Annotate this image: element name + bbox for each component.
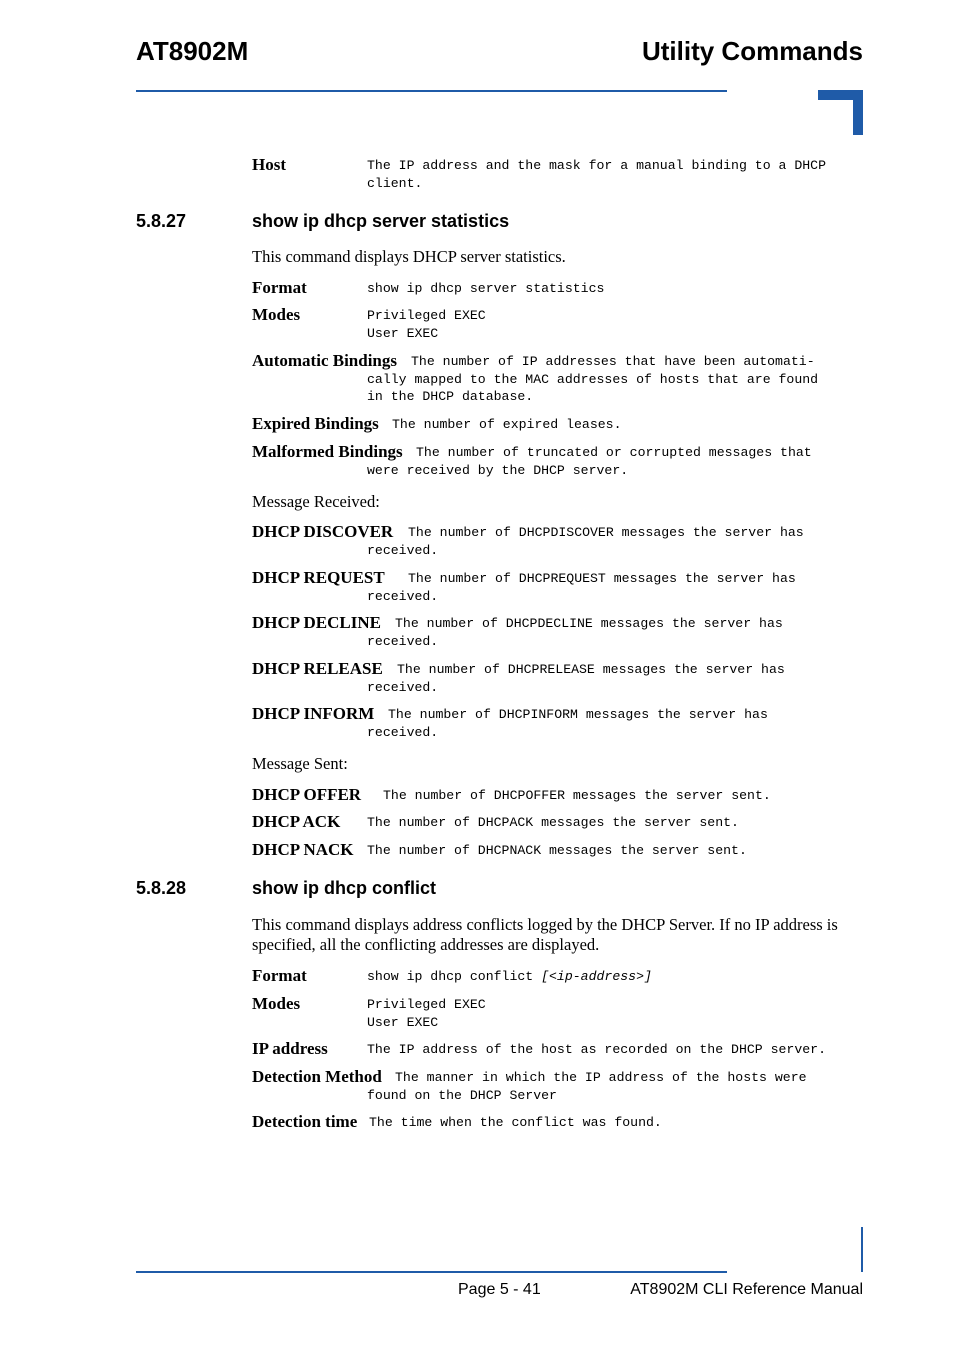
dhcp-inform-desc-2: received. bbox=[367, 724, 439, 740]
dhcp-request-term: DHCP REQUEST bbox=[252, 568, 385, 587]
manual-title: AT8902M CLI Reference Manual bbox=[630, 1281, 863, 1298]
header-rule bbox=[136, 90, 727, 92]
dhcp-inform-desc-1: The number of DHCPINFORM messages the server has bbox=[388, 707, 768, 722]
detection-method-desc-1: The manner in which the IP address of the hosts were bbox=[395, 1070, 807, 1085]
dhcp-discover-desc-2: received. bbox=[367, 542, 439, 558]
dhcp-nack-desc: The number of DHCPNACK messages the server sent. bbox=[367, 843, 747, 858]
dhcp-offer-desc: The number of DHCPOFFER messages the server sent. bbox=[383, 788, 771, 803]
detection-method-term: Detection Method bbox=[252, 1067, 382, 1086]
format-command-2: show ip dhcp conflict [<ip-address>] bbox=[367, 969, 652, 984]
modes-term-2: Modes bbox=[252, 994, 301, 1013]
dhcp-ack-desc: The number of DHCPACK messages the server sent. bbox=[367, 815, 739, 830]
dhcp-discover-term: DHCP DISCOVER bbox=[252, 522, 394, 541]
dhcp-decline-desc-1: The number of DHCPDECLINE messages the server has bbox=[395, 616, 783, 631]
dhcp-request-desc-2: received. bbox=[367, 588, 439, 604]
section-number-2: 5.8.28 bbox=[136, 878, 187, 898]
dhcp-request-desc-1: The number of DHCPREQUEST messages the server has bbox=[408, 571, 796, 586]
ip-address-desc: The IP address of the host as recorded on the DHCP server. bbox=[367, 1042, 826, 1057]
format-command: show ip dhcp server statistics bbox=[367, 281, 605, 296]
message-sent-label: Message Sent: bbox=[252, 754, 348, 773]
ip-address-argument: [<ip-address>] bbox=[541, 969, 652, 984]
dhcp-discover-desc-1: The number of DHCPDISCOVER messages the server has bbox=[408, 525, 804, 540]
expired-bindings-desc: The number of expired leases. bbox=[392, 417, 622, 432]
modes-values: Privileged EXEC User EXEC bbox=[367, 308, 486, 341]
section-number: 5.8.27 bbox=[136, 211, 187, 231]
section-intro: This command displays DHCP server statistics. bbox=[252, 247, 566, 266]
section-title: show ip dhcp server statistics bbox=[252, 211, 510, 231]
host-description: The IP address and the mask for a manual binding to a DHCP client. bbox=[367, 158, 826, 191]
format-term: Format bbox=[252, 278, 307, 297]
page-number: Page 5 - 41 bbox=[458, 1281, 541, 1298]
ip-address-term: IP address bbox=[252, 1039, 328, 1058]
format-term-2: Format bbox=[252, 966, 307, 985]
dhcp-inform-term: DHCP INFORM bbox=[252, 704, 375, 723]
malformed-bindings-desc-2: were received by the DHCP server. bbox=[367, 462, 629, 478]
automatic-bindings-desc-2: cally mapped to the MAC addresses of hosts that are found in the DHCP database. bbox=[367, 371, 819, 404]
chapter-title: Utility Commands bbox=[641, 36, 863, 66]
detection-time-term: Detection time bbox=[252, 1112, 358, 1131]
dhcp-release-desc-2: received. bbox=[367, 679, 439, 695]
dhcp-nack-term: DHCP NACK bbox=[252, 840, 354, 859]
message-received-label: Message Received: bbox=[252, 492, 380, 511]
dhcp-offer-term: DHCP OFFER bbox=[252, 785, 362, 804]
host-term: Host bbox=[252, 155, 286, 174]
dhcp-release-desc-1: The number of DHCPRELEASE messages the server has bbox=[397, 662, 785, 677]
dhcp-ack-term: DHCP ACK bbox=[252, 812, 341, 831]
dhcp-decline-term: DHCP DECLINE bbox=[252, 613, 381, 632]
section-intro-2: This command displays address conflicts logged by the DHCP Server. If no IP address is specified, all the conflicting addresses are displayed. bbox=[252, 915, 838, 954]
dhcp-decline-desc-2: received. bbox=[367, 633, 439, 649]
modes-term: Modes bbox=[252, 305, 301, 324]
section-title-2: show ip dhcp conflict bbox=[252, 878, 436, 898]
footer-corner-mark bbox=[861, 1227, 863, 1272]
automatic-bindings-term: Automatic Bindings bbox=[252, 351, 397, 370]
modes-values-2: Privileged EXEC User EXEC bbox=[367, 997, 486, 1030]
malformed-bindings-term: Malformed Bindings bbox=[252, 442, 403, 461]
document-title: AT8902M bbox=[136, 36, 249, 66]
header-corner-mark bbox=[818, 90, 863, 135]
footer-rule bbox=[136, 1271, 727, 1273]
malformed-bindings-desc-1: The number of truncated or corrupted messages that bbox=[416, 445, 812, 460]
automatic-bindings-desc-1: The number of IP addresses that have been automati- bbox=[411, 354, 815, 369]
expired-bindings-term: Expired Bindings bbox=[252, 414, 379, 433]
detection-time-desc: The time when the conflict was found. bbox=[369, 1115, 662, 1130]
detection-method-desc-2: found on the DHCP Server bbox=[367, 1087, 557, 1103]
dhcp-release-term: DHCP RELEASE bbox=[252, 659, 383, 678]
